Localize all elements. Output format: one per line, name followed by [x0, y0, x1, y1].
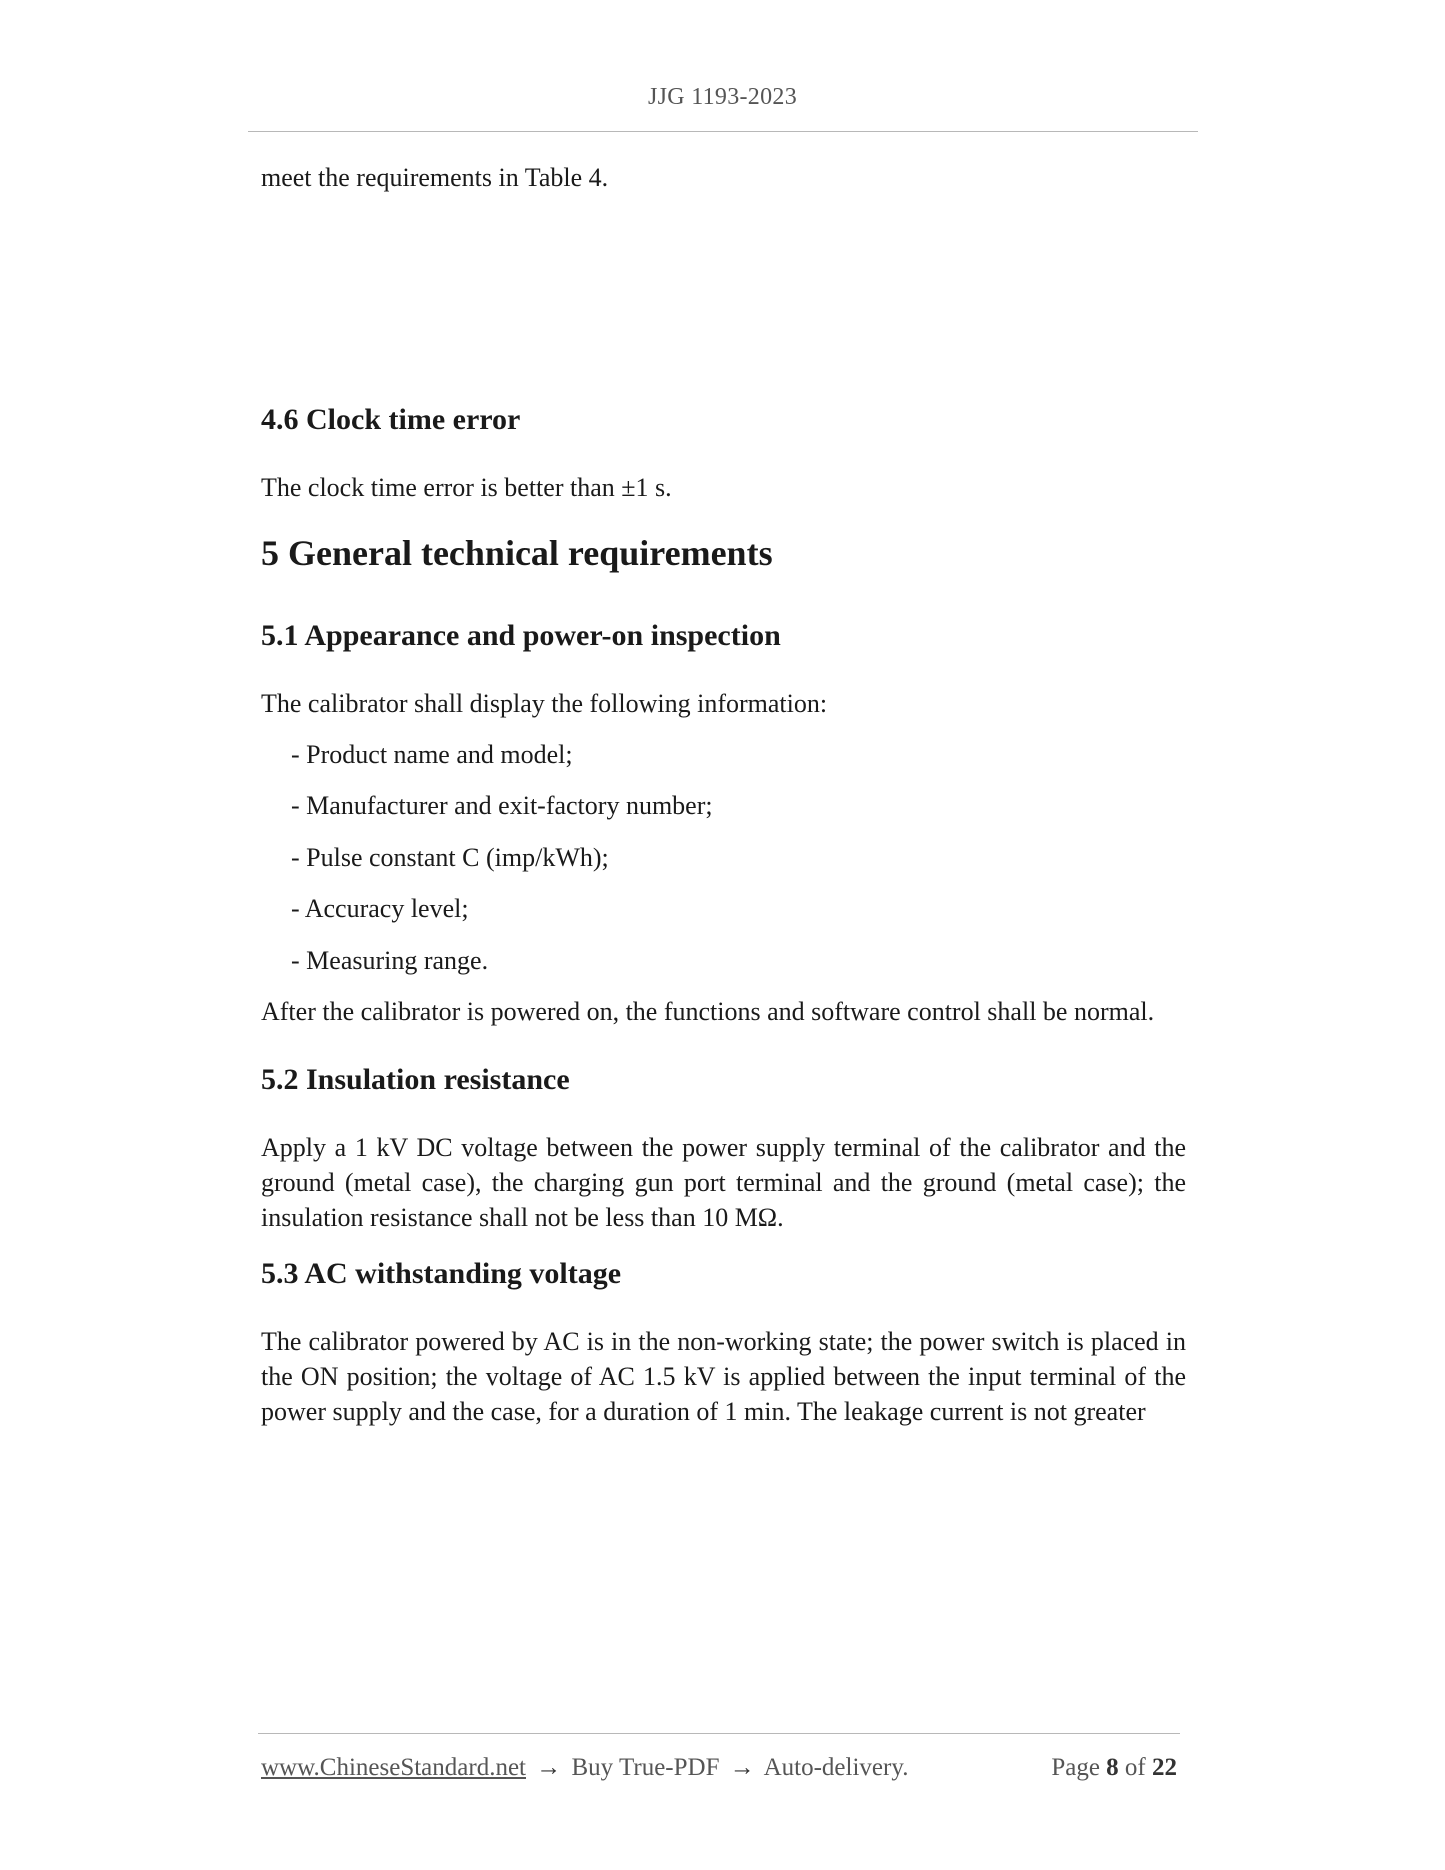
- heading-4-6: 4.6 Clock time error: [261, 403, 521, 436]
- page-total: 22: [1152, 1754, 1177, 1781]
- paragraph-5-2: Apply a 1 kV DC voltage between the power supply terminal of the calibrator and the ground (metal case), the charging gun port terminal and the ground (metal case); the insulation resistance shall not be less than 10 MΩ.: [261, 1133, 1186, 1232]
- header-divider: [248, 131, 1198, 132]
- list-item: - Measuring range.: [291, 946, 489, 975]
- paragraph-5-1-outro: After the calibrator is powered on, the functions and software control shall be normal.: [261, 997, 1155, 1026]
- website-link[interactable]: www.ChineseStandard.net: [261, 1754, 526, 1781]
- buy-pdf-text: Buy True-PDF: [571, 1754, 720, 1781]
- page-number: [1051, 1754, 1177, 1782]
- arrow-right-icon: →: [536, 1754, 562, 1781]
- page-label: Page: [1051, 1754, 1100, 1781]
- list-item: - Manufacturer and exit-factory number;: [291, 791, 713, 820]
- list-item: - Accuracy level;: [291, 894, 469, 923]
- heading-5-1: 5.1 Appearance and power-on inspection: [261, 619, 781, 652]
- list-item: - Pulse constant C (imp/kWh);: [291, 843, 609, 872]
- heading-5-2: 5.2 Insulation resistance: [261, 1063, 570, 1096]
- list-item: - Product name and model;: [291, 740, 573, 769]
- header-title: JJG 1193-2023: [647, 84, 797, 110]
- paragraph-4-6: The clock time error is better than ±1 s.: [261, 473, 672, 502]
- auto-delivery-text: Auto-delivery.: [763, 1754, 909, 1781]
- heading-5-3: 5.3 AC withstanding voltage: [261, 1257, 622, 1290]
- continuation-text: meet the requirements in Table 4.: [261, 163, 609, 192]
- footer: [261, 1754, 1181, 1788]
- page-of-label: of: [1124, 1754, 1146, 1781]
- paragraph-5-3: The calibrator powered by AC is in the non-working state; the power switch is placed in the ON position; the voltage of AC 1.5 kV is applied between the input terminal of the power supply and the case, for a duration of 1 min. The leakage current is not greater: [261, 1327, 1186, 1426]
- heading-5: 5 General technical requirements: [261, 533, 773, 573]
- arrow-right-icon: →: [729, 1754, 755, 1781]
- page-current: 8: [1106, 1754, 1119, 1781]
- paragraph-5-1-intro: The calibrator shall display the following information:: [261, 689, 828, 718]
- footer-divider: [258, 1733, 1180, 1734]
- footer-promo: [261, 1754, 908, 1782]
